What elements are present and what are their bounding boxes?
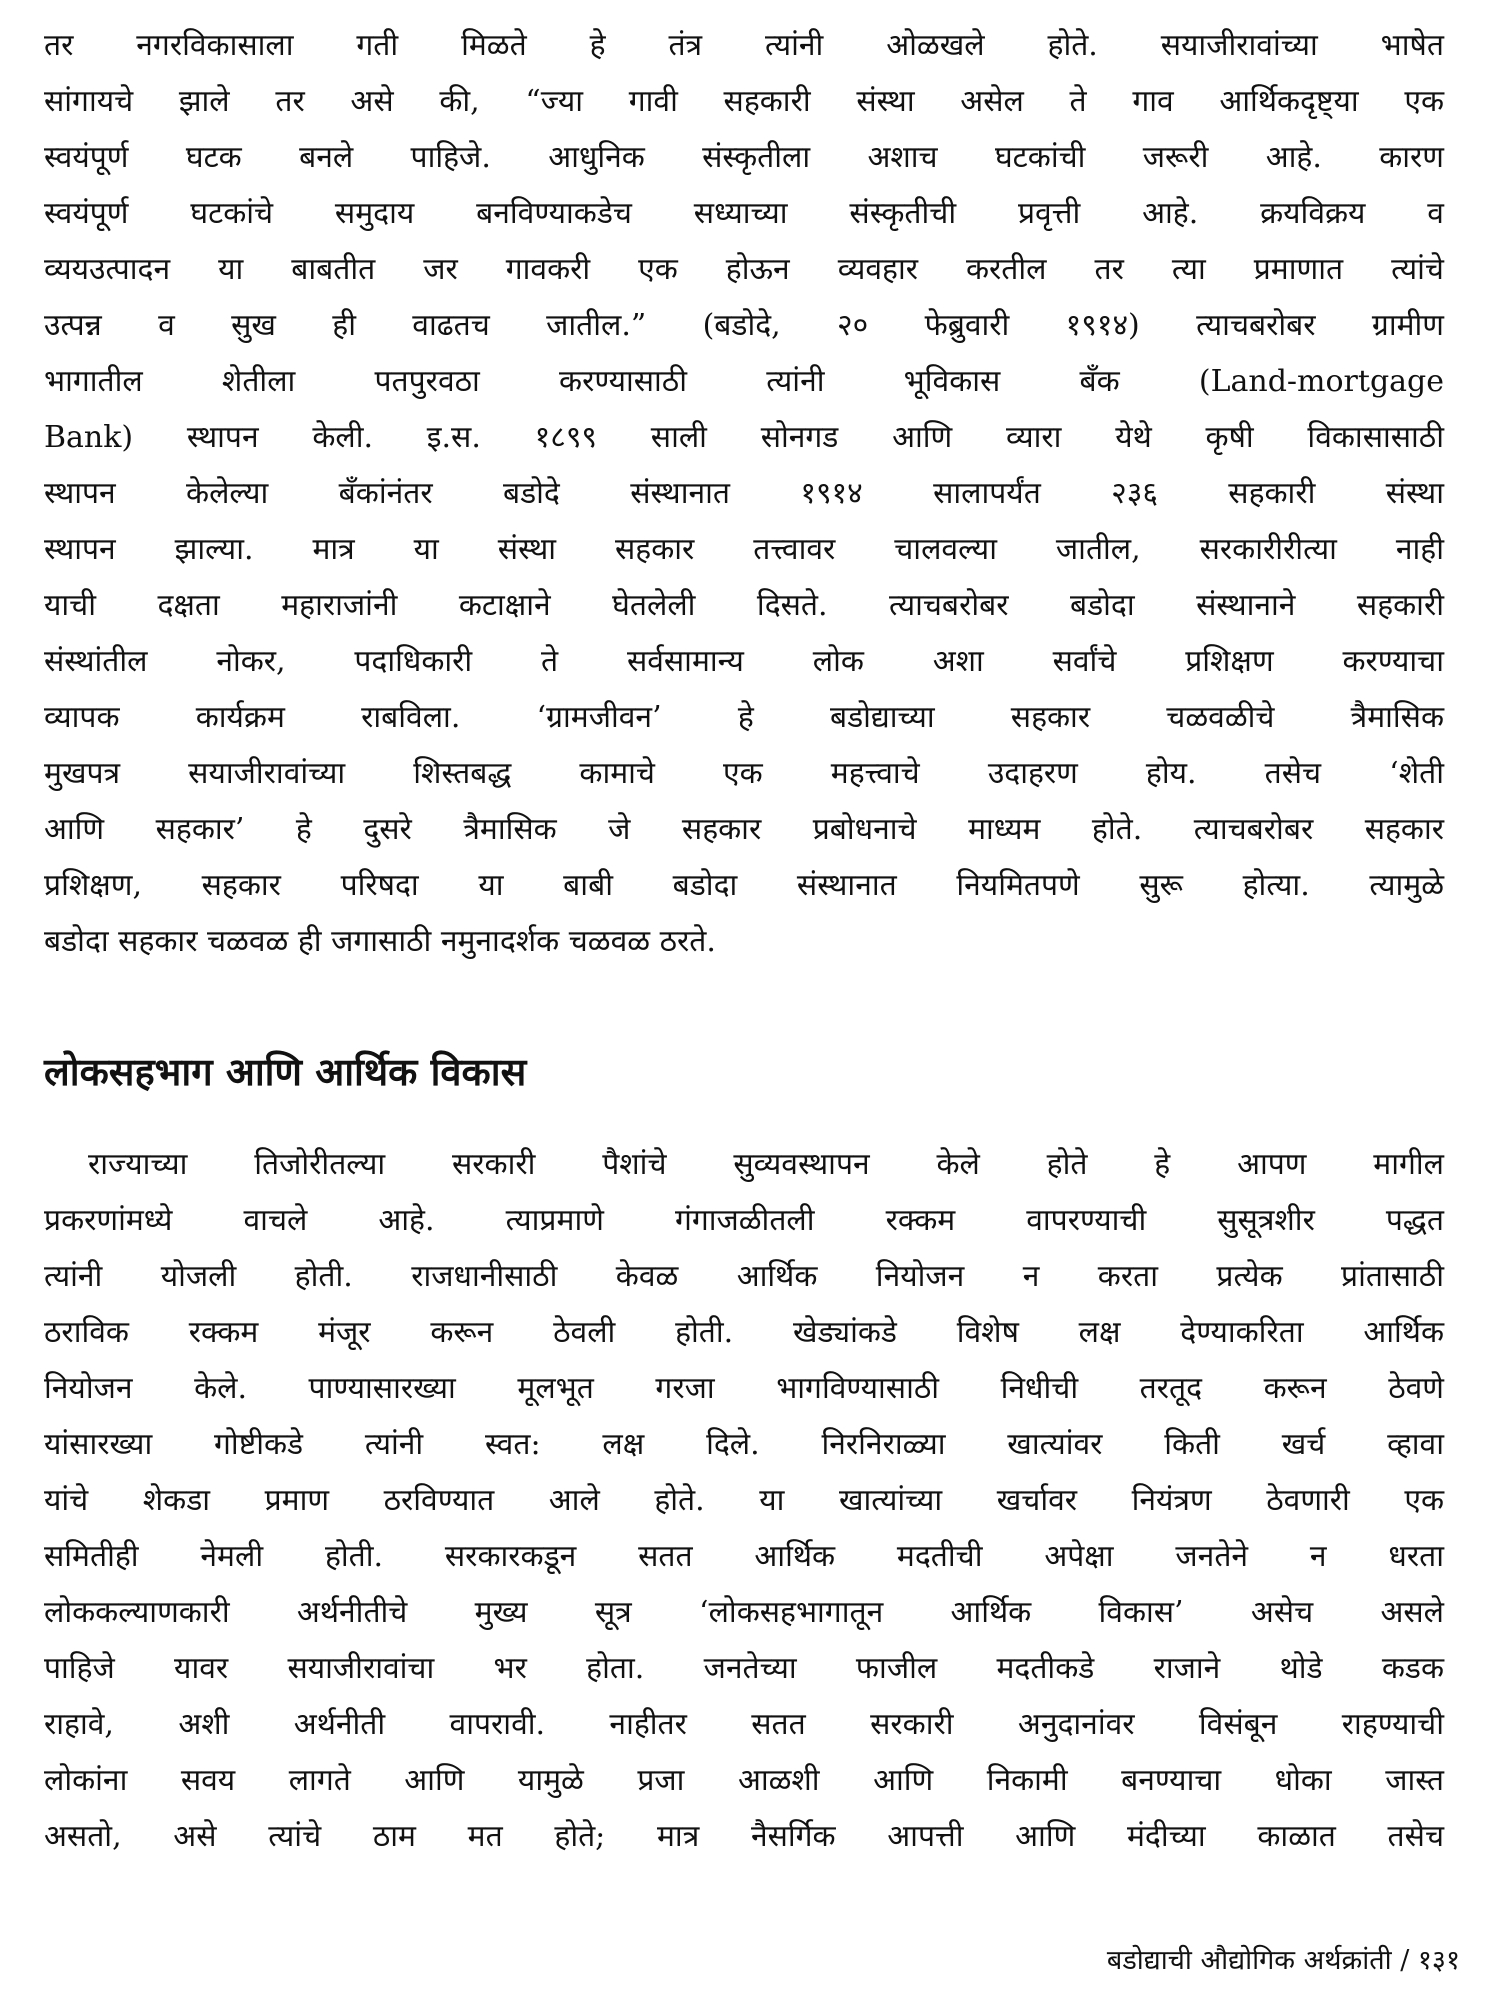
text-line: प्रकरणांमध्ये वाचले आहे. त्याप्रमाणे गंगाजळीतली रक्कम वापरण्याची सुसूत्रशीर पद्धत xyxy=(44,1203,1444,1238)
text-line: स्थापन केलेल्या बँकांनंतर बडोदे संस्थानात १९१४ सालापर्यंत २३६ सहकारी संस्था xyxy=(44,476,1444,511)
text-line: आणि सहकार’ हे दुसरे त्रैमासिक जे सहकार प्रबोधनाचे माध्यम होते. त्याचबरोबर सहकार xyxy=(44,812,1444,847)
text-line: Bank) स्थापन केली. इ.स. १८९९ साली सोनगड आणि व्यारा येथे कृषी विकासासाठी xyxy=(44,420,1444,455)
text-line: तर नगरविकासाला गती मिळते हे तंत्र त्यांनी ओळखले होते. सयाजीरावांच्या भाषेत xyxy=(44,28,1444,63)
text-line: यांचे शेकडा प्रमाण ठरविण्यात आले होते. या खात्यांच्या खर्चावर नियंत्रण ठेवणारी एक xyxy=(44,1483,1444,1518)
text-line: संस्थांतील नोकर, पदाधिकारी ते सर्वसामान्य लोक अशा सर्वांचे प्रशिक्षण करण्याचा xyxy=(44,644,1444,679)
text-line: बडोदा सहकार चळवळ ही जगासाठी नमुनादर्शक चळवळ ठरते. xyxy=(44,924,716,959)
section-heading: लोकसहभाग आणि आर्थिक विकास xyxy=(44,1049,527,1094)
text-line: स्थापन झाल्या. मात्र या संस्था सहकार तत्त्वावर चालवल्या जातील, सरकारीरीत्या नाही xyxy=(44,532,1444,567)
text-line: मुखपत्र सयाजीरावांच्या शिस्तबद्ध कामाचे एक महत्त्वाचे उदाहरण होय. तसेच ‘शेती xyxy=(44,756,1444,791)
text-line: लोकांना सवय लागते आणि यामुळे प्रजा आळशी आणि निकामी बनण्याचा धोका जास्त xyxy=(44,1763,1444,1798)
text-line: स्वयंपूर्ण घटकांचे समुदाय बनविण्याकडेच सध्याच्या संस्कृतीची प्रवृत्ती आहे. क्रयविक्रय व xyxy=(44,196,1444,231)
text-line: यांसारख्या गोष्टीकडे त्यांनी स्वत: लक्ष दिले. निरनिराळ्या खात्यांवर किती खर्च व्हावा xyxy=(44,1427,1444,1462)
text-line: याची दक्षता महाराजांनी कटाक्षाने घेतलेली दिसते. त्याचबरोबर बडोदा संस्थानाने सहकारी xyxy=(44,588,1444,623)
text-line: स्वयंपूर्ण घटक बनले पाहिजे. आधुनिक संस्कृतीला अशाच घटकांची जरूरी आहे. कारण xyxy=(44,140,1444,175)
text-line: व्यापक कार्यक्रम राबविला. ‘ग्रामजीवन’ हे बडोद्याच्या सहकार चळवळीचे त्रैमासिक xyxy=(44,700,1444,735)
text-line: राज्याच्या तिजोरीतल्या सरकारी पैशांचे सुव्यवस्थापन केले होते हे आपण मागील xyxy=(88,1147,1444,1182)
text-line: नियोजन केले. पाण्यासारख्या मूलभूत गरजा भागविण्यासाठी निधीची तरतूद करून ठेवणे xyxy=(44,1371,1444,1406)
text-line: व्ययउत्पादन या बाबतीत जर गावकरी एक होऊन व्यवहार करतील तर त्या प्रमाणात त्यांचे xyxy=(44,252,1444,287)
text-line: प्रशिक्षण, सहकार परिषदा या बाबी बडोदा संस्थानात नियमितपणे सुरू होत्या. त्यामुळे xyxy=(44,868,1444,903)
text-line: समितीही नेमली होती. सरकारकडून सतत आर्थिक मदतीची अपेक्षा जनतेने न धरता xyxy=(44,1539,1444,1574)
text-line: सांगायचे झाले तर असे की, “ज्या गावी सहकारी संस्था असेल ते गाव आर्थिकदृष्ट्या एक xyxy=(44,84,1444,119)
text-line: पाहिजे यावर सयाजीरावांचा भर होता. जनतेच्या फाजील मदतीकडे राजाने थोडे कडक xyxy=(44,1651,1444,1686)
text-line: त्यांनी योजली होती. राजधानीसाठी केवळ आर्थिक नियोजन न करता प्रत्येक प्रांतासाठी xyxy=(44,1259,1444,1294)
text-line: उत्पन्न व सुख ही वाढतच जातील.” (बडोदे, २० फेब्रुवारी १९१४) त्याचबरोबर ग्रामीण xyxy=(44,308,1444,343)
paragraph-public-participation xyxy=(44,1137,1444,1865)
page-footer: बडोद्याची औद्योगिक अर्थक्रांती / १३१ xyxy=(1106,1945,1460,1976)
text-line: लोककल्याणकारी अर्थनीतीचे मुख्य सूत्र ‘लोकसहभागातून आर्थिक विकास’ असेच असले xyxy=(44,1595,1444,1630)
text-line: असतो, असे त्यांचे ठाम मत होते; मात्र नैसर्गिक आपत्ती आणि मंदीच्या काळात तसेच xyxy=(44,1819,1444,1854)
text-line: राहावे, अशी अर्थनीती वापरावी. नाहीतर सतत सरकारी अनुदानांवर विसंबून राहण्याची xyxy=(44,1707,1444,1742)
text-line: भागातील शेतीला पतपुरवठा करण्यासाठी त्यांनी भूविकास बँक (Land-mortgage xyxy=(44,364,1444,399)
paragraph-cooperative-movement xyxy=(44,18,1444,970)
text-line: ठराविक रक्कम मंजूर करून ठेवली होती. खेड्यांकडे विशेष लक्ष देण्याकरिता आर्थिक xyxy=(44,1315,1444,1350)
